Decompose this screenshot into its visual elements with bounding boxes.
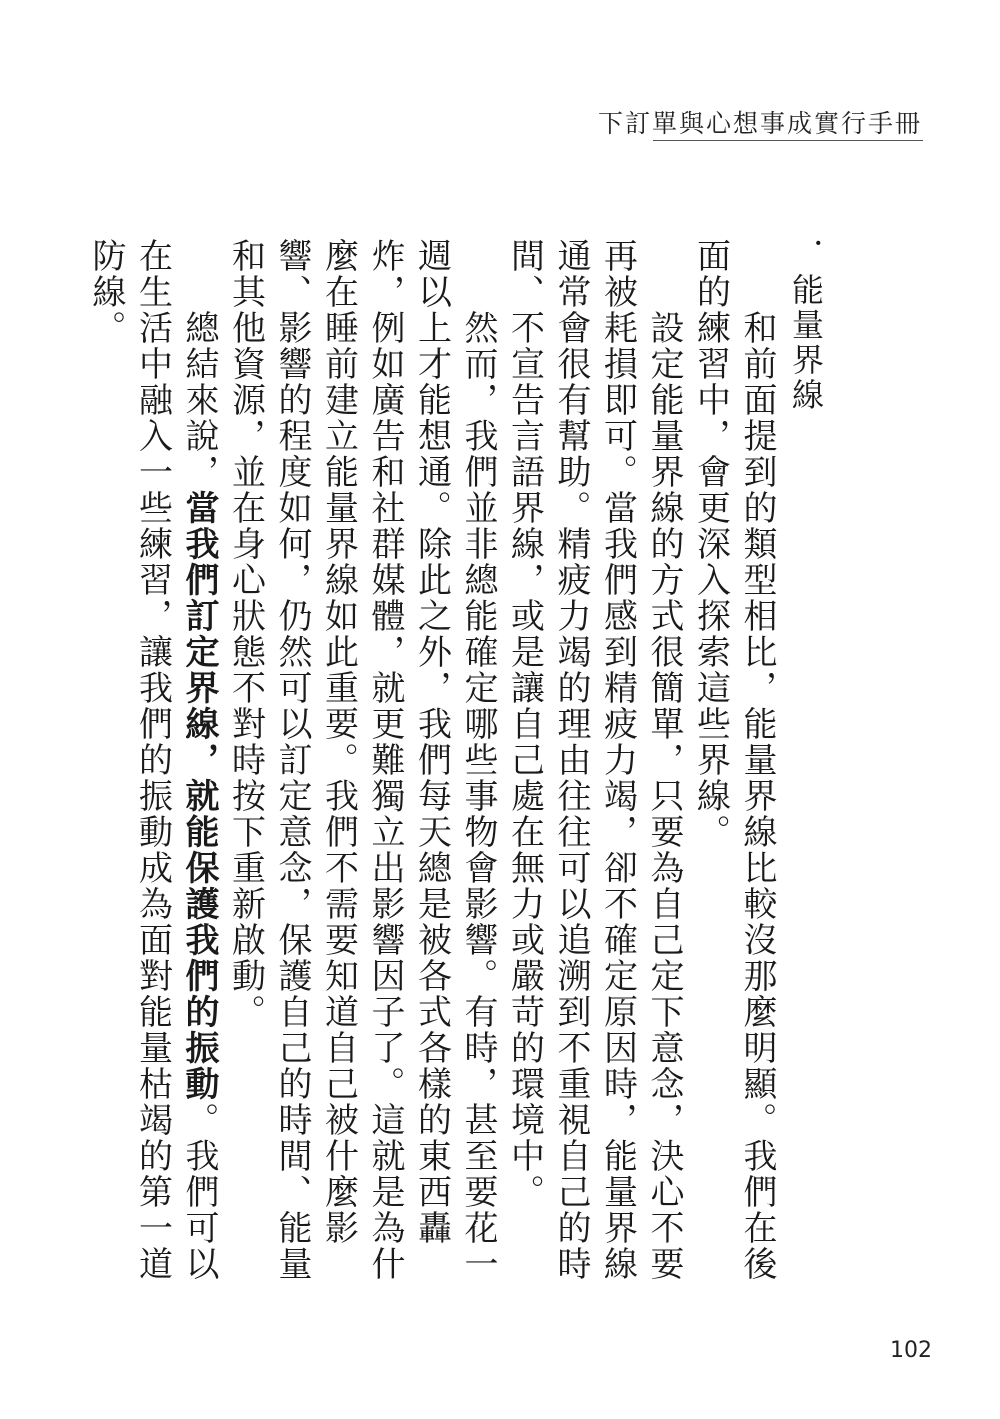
- paragraph-4-start: 總結來說，: [179, 310, 219, 490]
- running-header: 下訂單與心想事成實行手冊: [597, 109, 922, 138]
- paragraph-4-end: 。我們可以在生活中融入一些練習，讓我們的振動成為面對能量枯竭的第一道防線。: [86, 238, 219, 1282]
- section-heading: ．能量界線: [787, 238, 825, 413]
- paragraph-3: [222, 238, 501, 1298]
- paragraph-2-text: 設定能量界線的方式很簡單，只要為自己定下意念，決心不要再被耗損即可。當我們感到精疲力竭，卻不確定原因時，能量界線通常會很有幫助。精疲力竭的理由往往可以追溯到不重視自己的時間、不宣告言語界線，或是讓自己處在無力或嚴苛的環境中。: [504, 238, 684, 1282]
- paragraph-1: [687, 238, 780, 1298]
- page-number: 102: [890, 1338, 932, 1363]
- paragraph-3-spacer: [458, 238, 498, 310]
- header-rule: [653, 140, 923, 141]
- paragraph-1-text: 和前面提到的類型相比，能量界線比較沒那麼明顯。我們在後面的練習中，會更深入探索這些界線。: [690, 238, 777, 1282]
- paragraph-2-spacer: [644, 238, 684, 310]
- paragraph-2: [501, 238, 687, 1298]
- paragraph-3-text: 然而，我們並非總能確定哪些事物會影響。有時，甚至要花一週以上才能想通。除此之外，我們每天總是被各式各樣的東西轟炸，例如廣告和社群媒體，就更難獨立出影響因子了。這就是為什麼在睡前建立能量界線如此重要。我們不需要知道自己被什麼影響、影響的程度如何，仍然可以訂定意念，保護自己的時間、能量和其他資源，並在身心狀態不對時按下重新啟動。: [225, 238, 498, 1282]
- paragraph-4-spacer: [179, 238, 219, 310]
- paragraph-4-emphasis: 當我們訂定界線，就能保護我們的振動: [179, 490, 219, 1102]
- paragraph-4: [83, 238, 223, 1298]
- paragraph-1-spacer: [737, 238, 777, 310]
- body-text: [86, 238, 780, 1298]
